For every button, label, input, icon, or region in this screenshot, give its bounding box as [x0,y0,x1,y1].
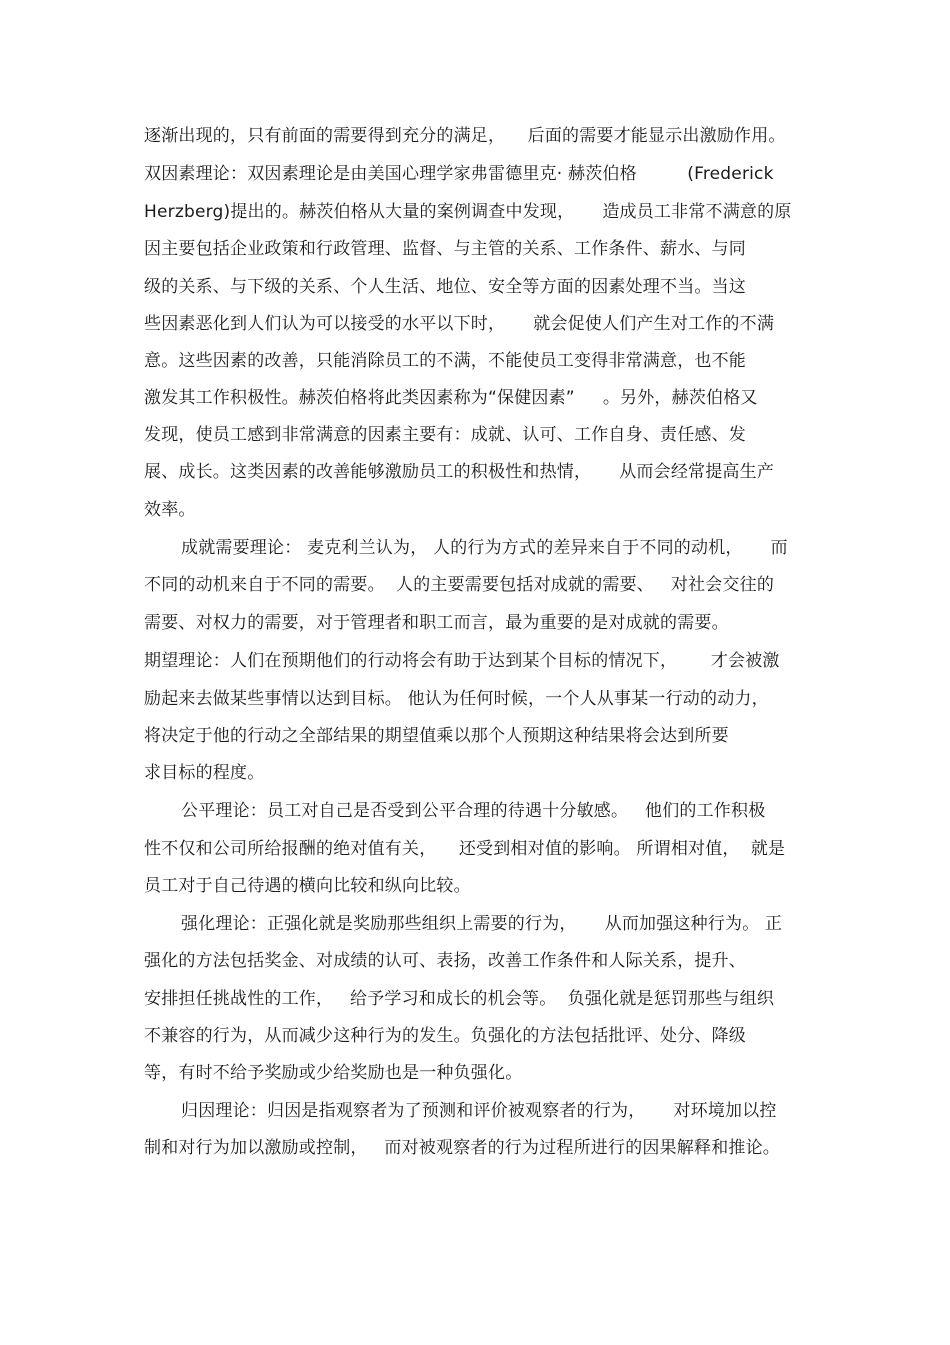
paragraph-start-line: 归因理论：归因是指观察者为了预测和评价被观察者的行为， 对环境加以控 [181,1101,777,1121]
text-line: 不兼容的行为，从而减少这种行为的发生。负强化的方法包括批评、处分、降级 [144,1026,746,1046]
text-line: 逐渐出现的，只有前面的需要得到充分的满足， 后面的需要才能显示出激励作用。 [144,126,786,146]
text-line: Herzberg)提出的。赫茨伯格从大量的案例调查中发现， 造成员工非常不满意的原 [144,202,792,222]
text-line: 需要、对权力的需要，对于管理者和职工而言，最为重要的是对成就的需要。 [144,613,729,633]
text-line: 强化的方法包括奖金、对成绩的认可、表扬，改善工作条件和人际关系，提升、 [144,951,746,971]
text-line: 效率。 [144,500,196,520]
text-line: 等，有时不给予奖励或少给奖励也是一种负强化。 [144,1063,523,1083]
text-line: 级的关系、与下级的关系、个人生活、地位、安全等方面的因素处理不当。当这 [144,277,746,297]
text-line: 员工对于自己待遇的横向比较和纵向比较。 [144,876,471,896]
text-line: 不同的动机来自于不同的需要。 人的主要需要包括对成就的需要、 对社会交往的 [144,575,775,595]
paragraph-start-line: 期望理论：人们在预期他们的行动将会有助于达到某个目标的情况下， 才会被激 [144,651,780,671]
text-line: 制和对行为加以激励或控制， 而对被观察者的行为过程所进行的因果解释和推论。 [144,1138,781,1158]
paragraph-start-line: 公平理论：员工对自己是否受到公平合理的待遇十分敏感。 他们的工作积极 [181,801,766,821]
text-line: 激发其工作积极性。赫茨伯格将此类因素称为“保健因素” 。另外，赫茨伯格又 [144,388,758,408]
text-line: 双因素理论：双因素理论是由美国心理学家弗雷德里克· 赫茨伯格 (Frederick [144,164,774,184]
paragraph-start-line: 成就需要理论： 麦克利兰认为， 人的行为方式的差异来自于不同的动机， 而 [181,538,788,558]
text-line: 性不仅和公司所给报酬的绝对值有关， 还受到相对值的影响。 所谓相对值， 就是 [144,839,786,859]
text-line: 发现，使员工感到非常满意的因素主要有：成就、认可、工作自身、责任感、发 [144,425,746,445]
text-line: 将决定于他的行动之全部结果的期望值乘以那个人预期这种结果将会达到所要 [144,726,729,746]
text-line: 因主要包括企业政策和行政管理、监督、与主管的关系、工作条件、薪水、与同 [144,239,746,259]
text-line: 求目标的程度。 [144,763,265,783]
text-line: 意。这些因素的改善，只能消除员工的不满，不能使员工变得非常满意，也不能 [144,351,746,371]
paragraph-start-line: 强化理论：正强化就是奖励那些组织上需要的行为， 从而加强这种行为。 正 [181,914,783,934]
text-line: 展、成长。这类因素的改善能够激励员工的积极性和热情， 从而会经常提高生产 [144,462,775,482]
text-line: 安排担任挑战性的工作， 给予学习和成长的机会等。 负强化就是惩罚那些与组织 [144,989,775,1009]
text-line: 些因素恶化到人们认为可以接受的水平以下时， 就会促使人们产生对工作的不满 [144,314,775,334]
text-line: 励起来去做某些事情以达到目标。 他认为任何时候，一个人从事某一行动的动力， [144,689,769,709]
